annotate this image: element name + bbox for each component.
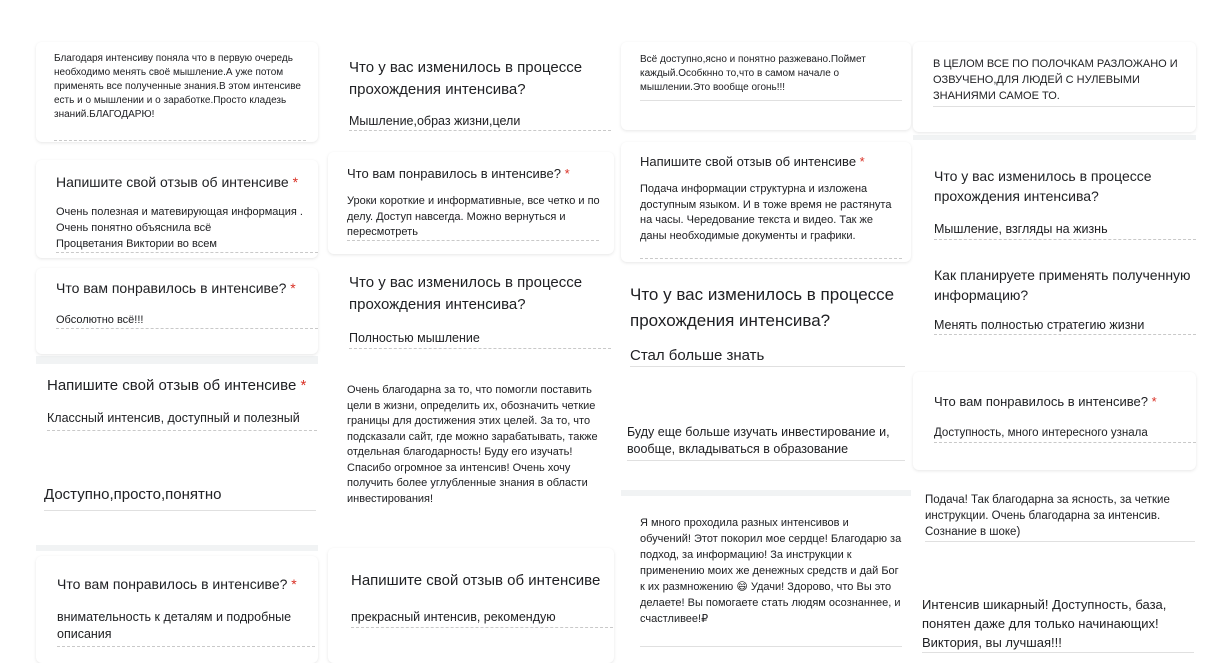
answer-underline: [640, 100, 902, 101]
answer-text: прекрасный интенсив, рекомендую: [351, 610, 556, 624]
required-mark: *: [291, 576, 297, 592]
answer-underline: [934, 442, 1196, 443]
answer-underline: [933, 106, 1195, 107]
question-text: Что вам понравилось в интенсиве?: [347, 166, 561, 181]
response-card: [913, 150, 1196, 250]
response-card: [913, 372, 1196, 470]
answer-underline: [56, 252, 318, 253]
required-mark: *: [290, 280, 296, 296]
answer-text: Доступно,просто,понятно: [44, 486, 222, 503]
answer-text: Мышление, взгляды на жизнь: [934, 222, 1108, 236]
answer-underline: [349, 130, 611, 131]
required-mark: *: [1151, 394, 1157, 409]
answer-underline: [56, 328, 318, 329]
answer-text: В ЦЕЛОМ ВСЕ ПО ПОЛОЧКАМ РАЗЛОЖАНО И ОЗВУЧЕНО,ДЛЯ ЛЮДЕЙ С НУЛЕВЫМИ ЗНАНИЯМИ САМОЕ ТО.: [933, 58, 1181, 102]
separator: [913, 135, 1196, 140]
response-card: [621, 274, 911, 370]
response-card: [913, 256, 1196, 354]
answer-text: Подача! Так благодарна за ясность, за четкие инструкции. Очень благодарна за интенсив. Сознание в шоке): [925, 494, 1174, 538]
answer-underline: [934, 334, 1196, 335]
answer-underline: [57, 646, 315, 647]
response-card: [36, 268, 318, 354]
question-text: Что вам понравилось в интенсиве?: [934, 394, 1148, 409]
answer-underline: [934, 239, 1196, 240]
answer-text: Доступность, много интересного узнала: [934, 427, 1148, 439]
response-card: [36, 472, 318, 542]
answer-text: Мышление,образ жизни,цели: [349, 114, 521, 128]
response-card: [913, 484, 1196, 554]
answer-underline: [347, 240, 599, 241]
question-title: [47, 375, 317, 397]
answer-underline: [47, 430, 317, 431]
required-mark: *: [300, 377, 307, 394]
question-text: Что у вас изменилось в процессе прохождения интенсива?: [630, 285, 895, 330]
answer-text: Менять полностью стратегию жизни: [934, 318, 1145, 332]
question-title: [56, 172, 316, 192]
question-text: Напишите свой отзыв об интенсиве: [351, 572, 601, 589]
answer-underline: [54, 140, 306, 141]
question-title: [57, 574, 315, 594]
response-card: [621, 504, 911, 663]
question-title: [934, 392, 1196, 412]
separator: [621, 490, 911, 496]
answer-underline: [44, 510, 316, 511]
response-card: [621, 142, 911, 262]
answer-text: внимательность к деталям и подробные описания: [57, 610, 295, 641]
required-mark: *: [859, 154, 865, 169]
separator: [36, 356, 318, 364]
answer-text: Подача информации структурна и изложена доступным языком. И в тоже время не растянута на часы. Чередование текста и видео. Так же даны необходимые документы и графики.: [640, 183, 895, 242]
answer-text: Очень полезная и матевирующая информация . Очень понятно объяснила всё Процветания Виктории во всем: [56, 206, 303, 250]
answer-text: Благодаря интенсиву поняла что в первую очередь необходимо менять своё мышление.А уже потом применять все полученные знания.В этом интенсиве есть и о мышлении и о заработке.Просто кладезь знаний.БЛАГОДАРЮ!: [54, 53, 304, 120]
answer-text: Буду еще больше изучать инвестирование и, вообще, вкладываться в образование: [627, 425, 894, 456]
answer-text: Я много проходила разных интенсивов и обучений! Этот покорил мое сердце! Благодарю за подход, за информацию! За инструкции к применению моих же денежных средств и дай Бог к их размножению 😄 Удачи! Здорово, что Вы это делаете! Вы помогаете стать людям осознаннее, и счастливее!₽: [640, 517, 905, 625]
answer-underline: [925, 541, 1195, 542]
answer-underline: [627, 460, 905, 461]
answer-underline: [922, 652, 1194, 653]
response-card: [621, 414, 911, 484]
question-title: [640, 152, 905, 172]
answer-text: Стал больше знать: [630, 347, 765, 364]
question-title: [56, 278, 316, 298]
question-text: Как планируете применять полученную информацию?: [934, 267, 1191, 303]
answer-text: Классный интенсив, доступный и полезный: [47, 411, 300, 425]
response-card: [36, 42, 318, 142]
question-text: Напишите свой отзыв об интенсиве: [56, 174, 289, 190]
response-card: [36, 160, 318, 258]
answer-underline: [640, 646, 902, 647]
question-text: Что у вас изменилось в процессе прохождения интенсива?: [934, 168, 1152, 204]
response-card: [621, 42, 911, 130]
response-card: [913, 42, 1196, 132]
response-card: [328, 376, 614, 534]
required-mark: *: [564, 166, 570, 181]
answer-text: Уроки короткие и информативные, все четко и по делу. Доступ навсегда. Можно вернуться и пересмотреть: [347, 195, 603, 238]
response-card: [36, 366, 318, 466]
question-text: Что вам понравилось в интенсиве?: [57, 576, 288, 592]
answer-text: Полностью мышление: [349, 331, 480, 345]
response-card: [328, 262, 614, 358]
answer-underline: [351, 627, 613, 628]
question-text: Напишите свой отзыв об интенсиве: [640, 154, 857, 169]
response-card: [913, 590, 1196, 663]
response-card: [328, 548, 614, 663]
answer-underline: [630, 366, 905, 367]
answer-text: Интенсив шикарный! Доступность, база, понятен даже для только начинающих! Виктория, вы лучшая!!!: [922, 597, 1170, 650]
response-card: [36, 556, 318, 663]
response-card: [328, 42, 614, 142]
separator: [36, 545, 318, 551]
answer-underline: [349, 348, 611, 349]
answer-text: Обсолютно всё!!!: [56, 314, 144, 326]
answer-underline: [640, 258, 902, 259]
question-text: Что у вас изменилось в процессе прохождения интенсива?: [349, 59, 583, 98]
question-text: Напишите свой отзыв об интенсиве: [47, 377, 297, 394]
question-title: [347, 164, 609, 184]
required-mark: *: [292, 174, 299, 190]
answer-text: Очень благодарна за то, что помогли поставить цели в жизни, определить их, обозначить четкие границы для достижения этих целей. За то, что подсказали сайт, где можно зарабатывать, также отдельная благодарность! Буду его изучать! Спасибо огромное за интенсив! Очень хочу получить более углубленные знания в области инвестирования!: [347, 384, 601, 505]
answer-text: Всё доступно,ясно и понятно разжевано.Поймет каждый.Особкнно то,что в самом начале о мышлении.Это вообще огонь!!!: [640, 54, 869, 93]
response-card: [328, 152, 614, 254]
question-text: Что у вас изменилось в процессе прохождения интенсива?: [349, 274, 583, 313]
question-text: Что вам понравилось в интенсиве?: [56, 280, 287, 296]
